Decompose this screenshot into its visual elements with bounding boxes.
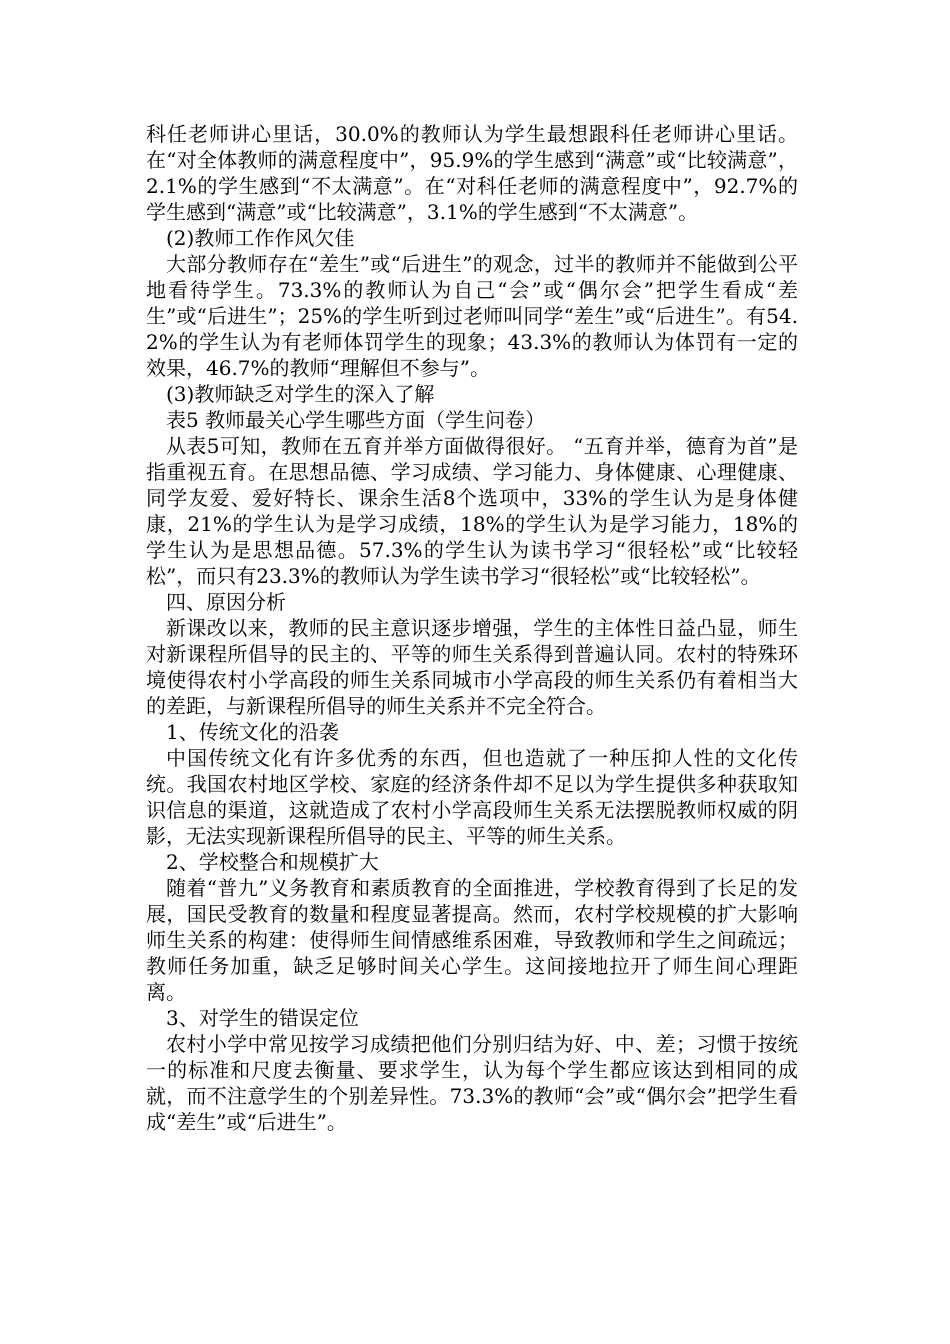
paragraph-traditional-culture: 中国传统文化有许多优秀的东西，但也造就了一种压抑人性的文化传统。我国农村地区学校、家庭的经济条件却不足以为学生提供多种获取知识信息的渠道，这就造成了农村小学高段师生关系无法摆脱教师权威的阴影，无法实现新课程所倡导的民主、平等的师生关系。 [146, 746, 798, 848]
heading-wrong-positioning: 3、对学生的错误定位 [166, 1006, 359, 1030]
paragraph-wrong-positioning: 农村小学中常见按学习成绩把他们分别归结为好、中、差；习惯于按统一的标准和尺度去衡量、要求学生，认为每个学生都应该达到相同的成就，而不注意学生的个别差异性。73.3%的教师“会”或“偶尔会”把学生看成“差生”或“后进生”。 [146, 1032, 798, 1134]
paragraph-work-style: 大部分教师存在“差生”或“后进生”的观念，过半的教师并不能做到公平地看待学生。73.3%的教师认为自己“会”或“偶尔会”把学生看成“差生”或“后进生”；25%的学生听到过老师叫同学“差生”或“后进生”。有54.2%的学生认为有老师体罚学生的现象；43.3%的教师认为体罚有一定的效果，46.7%的教师“理解但不参与”。 [146, 252, 798, 380]
heading-work-style: (2)教师工作作风欠佳 [166, 226, 355, 250]
document-page [146, 121, 798, 1135]
heading-school-integration: 2、学校整合和规模扩大 [166, 850, 379, 874]
paragraph-five-education: 从表5可知，教师在五育并举方面做得很好。 “五育并举，德育为首”是指重视五育。在思想品德、学习成绩、学习能力、身体健康、心理健康、同学友爱、爱好特长、课余生活8个选项中，33%的学生认为是身体健康，21%的学生认为是学习成绩，18%的学生认为是学习能力，18%的学生认为是思想品德。57.3%的学生认为读书学习“很轻松”或“比较轻松”，而只有23.3%的教师认为学生读书学习“很轻松”或“比较轻松”。 [146, 434, 798, 588]
paragraph-satisfaction: 科任老师讲心里话，30.0%的教师认为学生最想跟科任老师讲心里话。在“对全体教师的满意程度中”，95.9%的学生感到“满意”或“比较满意”，2.1%的学生感到“不太满意”。在“对科任老师的满意程度中”，92.7%的学生感到“满意”或“比较满意”，3.1%的学生感到“不太满意”。 [146, 122, 798, 224]
table-caption: 表5 教师最关心学生哪些方面（学生问卷） [166, 408, 546, 432]
heading-cause-analysis: 四、原因分析 [166, 590, 286, 614]
paragraph-cause-intro: 新课改以来，教师的民主意识逐步增强，学生的主体性日益凸显，师生对新课程所倡导的民主的、平等的师生关系得到普遍认同。农村的特殊环境使得农村小学高段的师生关系同城市小学高段的师生关系仍有着相当大的差距，与新课程所倡导的师生关系并不完全符合。 [146, 616, 798, 718]
heading-understanding: (3)教师缺乏对学生的深入了解 [166, 382, 435, 406]
paragraph-school-integration: 随着“普九”义务教育和素质教育的全面推进，学校教育得到了长足的发展，国民受教育的数量和程度显著提高。然而，农村学校规模的扩大影响师生关系的构建：使得师生间情感维系困难，导致教师和学生之间疏远；教师任务加重，缺乏足够时间关心学生。这间接地拉开了师生间心理距离。 [146, 876, 798, 1004]
heading-traditional-culture: 1、传统文化的沿袭 [166, 720, 339, 744]
